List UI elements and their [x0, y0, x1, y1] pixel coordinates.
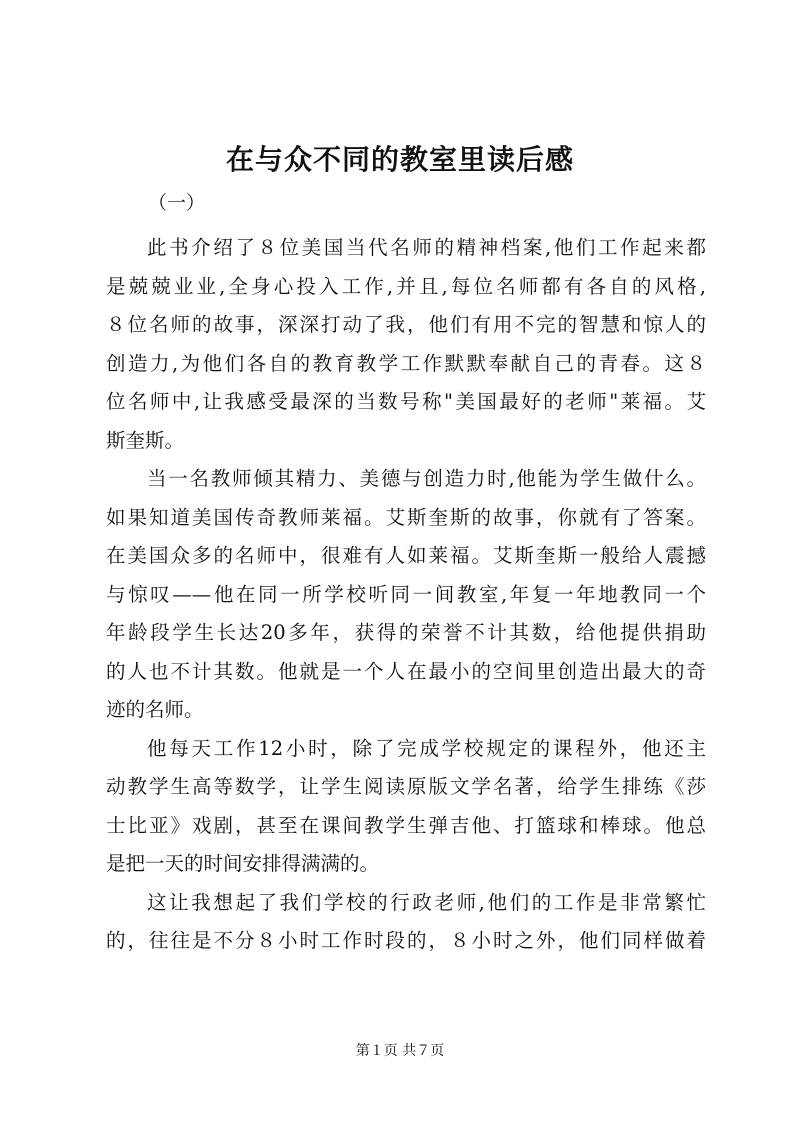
- paragraph-1-line-5: 位名师中,让我感受最深的当数号称"美国最好的老师"莱福。艾: [106, 390, 706, 413]
- paragraph-3-line-4: 是把一天的时间安排得满满的。: [106, 852, 380, 875]
- paragraph-1-line-1: 此书介绍了８位美国当代名师的精神档案,他们工作起来都: [147, 236, 706, 259]
- paragraph-1-line-6: 斯奎斯。: [106, 428, 185, 452]
- paragraph-2-line-5: 年龄段学生长达20多年，获得的荣誉不计其数，给他提供捐助: [106, 621, 706, 644]
- section-label: （一）: [148, 192, 206, 214]
- page-title: 在与众不同的教室里读后感: [225, 143, 574, 176]
- paragraph-1-line-2: 是兢兢业业,全身心投入工作,并且,每位名师都有各自的风格,: [106, 274, 706, 298]
- paragraph-3-line-2: 动教学生高等数学，让学生阅读原版文学名著，给学生排练《莎: [106, 775, 706, 798]
- paragraph-3-line-1: 他每天工作12小时，除了完成学校规定的课程外，他还主: [147, 736, 706, 760]
- paragraph-1-line-3: ８位名师的故事，深深打动了我，他们有用不完的智慧和惊人的: [106, 313, 706, 336]
- paragraph-4-line-2: 的，往往是不分８小时工作时段的，８小时之外，他们同样做着: [106, 929, 706, 952]
- paragraph-3-line-3: 士比亚》戏剧，甚至在课间教学生弹吉他、打篮球和棒球。他总: [106, 813, 706, 837]
- paragraph-2-line-6: 的人也不计其数。他就是一个人在最小的空间里创造出最大的奇: [106, 659, 706, 683]
- paragraph-1-line-4: 创造力,为他们各自的教育教学工作默默奉献自己的青春。这８: [106, 351, 706, 375]
- paragraph-2-line-3: 在美国众多的名师中，很难有人如莱福。艾斯奎斯一般给人震撼: [106, 544, 706, 567]
- paragraph-2-line-2: 如果知道美国传奇教师莱福。艾斯奎斯的故事，你就有了答案。: [106, 505, 706, 529]
- page-footer: 第１页 共７页: [355, 1043, 445, 1059]
- paragraph-2-line-4: 与惊叹——他在同一所学校听同一间教室,年复一年地教同一个: [106, 582, 706, 606]
- paragraph-2-line-1: 当一名教师倾其精力、美德与创造力时,他能为学生做什么。: [147, 467, 706, 490]
- paragraph-2-line-7: 迹的名师。: [106, 698, 204, 721]
- paragraph-4-line-1: 这让我想起了我们学校的行政老师,他们的工作是非常繁忙: [147, 890, 706, 914]
- body-text: [106, 229, 706, 961]
